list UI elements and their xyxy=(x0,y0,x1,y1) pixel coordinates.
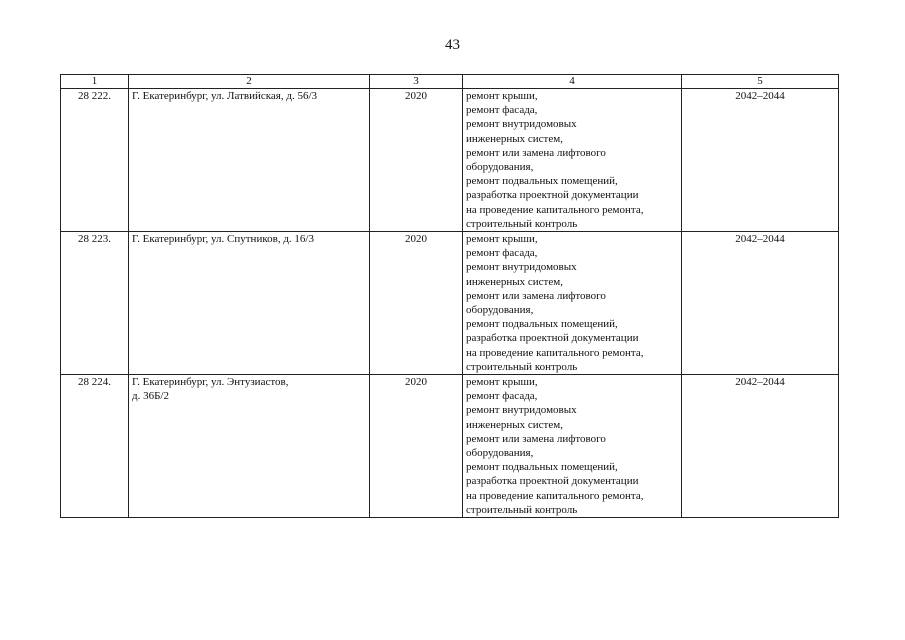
work-item: оборудования, xyxy=(466,447,534,460)
row-address xyxy=(129,232,370,375)
work-item: ремонт фасада, xyxy=(466,104,538,117)
header-col-5: 5 xyxy=(682,75,839,89)
row-number: 28 224. xyxy=(61,375,129,518)
row-year: 2020 xyxy=(370,89,463,232)
work-item: ремонт или замена лифтового xyxy=(466,289,606,302)
work-item: ремонт крыши, xyxy=(466,233,538,246)
work-item: разработка проектной документации xyxy=(466,475,639,488)
work-item: ремонт подвальных помещений, xyxy=(466,175,618,188)
row-works xyxy=(463,232,682,375)
work-item: ремонт внутридомовых xyxy=(466,404,577,417)
work-item: строительный контроль xyxy=(466,360,578,373)
work-item: строительный контроль xyxy=(466,217,578,230)
table-body xyxy=(61,89,839,518)
work-item: ремонт фасада, xyxy=(466,247,538,260)
work-item: ремонт подвальных помещений, xyxy=(466,318,618,331)
row-address xyxy=(129,375,370,518)
row-year: 2020 xyxy=(370,375,463,518)
address-line: Г. Екатеринбург, ул. Спутников, д. 16/3 xyxy=(132,233,314,246)
work-item: оборудования, xyxy=(466,161,534,174)
table-row xyxy=(61,232,839,375)
work-item: ремонт внутридомовых xyxy=(466,118,577,131)
row-period: 2042–2044 xyxy=(682,232,839,375)
work-item: ремонт фасада, xyxy=(466,390,538,403)
row-number: 28 223. xyxy=(61,232,129,375)
work-item: на проведение капитального ремонта, xyxy=(466,203,644,216)
header-col-1: 1 xyxy=(61,75,129,89)
table-row xyxy=(61,89,839,232)
work-item: инженерных систем, xyxy=(466,418,563,431)
work-item: ремонт внутридомовых xyxy=(466,261,577,274)
row-address xyxy=(129,89,370,232)
work-item: ремонт крыши, xyxy=(466,376,538,389)
header-col-2: 2 xyxy=(129,75,370,89)
row-works xyxy=(463,89,682,232)
table-row xyxy=(61,375,839,518)
page-number: 43 xyxy=(445,37,460,53)
work-item: ремонт крыши, xyxy=(466,90,538,102)
work-item: ремонт или замена лифтового xyxy=(466,146,606,159)
work-item: оборудования, xyxy=(466,304,534,317)
address-line: Г. Екатеринбург, ул. Латвийская, д. 56/3 xyxy=(132,90,318,102)
row-works xyxy=(463,375,682,518)
work-item: ремонт подвальных помещений, xyxy=(466,461,618,474)
work-item: ремонт или замена лифтового xyxy=(466,432,606,445)
work-item: строительный контроль xyxy=(466,503,578,516)
header-col-3: 3 xyxy=(370,75,463,89)
work-item: инженерных систем, xyxy=(466,275,563,288)
header-row xyxy=(61,75,839,89)
work-item: на проведение капитального ремонта, xyxy=(466,489,644,502)
row-year: 2020 xyxy=(370,232,463,375)
work-item: на проведение капитального ремонта, xyxy=(466,346,644,359)
header-col-4: 4 xyxy=(463,75,682,89)
work-item: инженерных систем, xyxy=(466,132,563,145)
work-item: разработка проектной документации xyxy=(466,332,639,345)
address-line: Г. Екатеринбург, ул. Энтузиастов, xyxy=(132,376,289,389)
work-item: разработка проектной документации xyxy=(466,189,639,202)
row-period: 2042–2044 xyxy=(682,375,839,518)
row-number: 28 222. xyxy=(61,89,129,232)
address-line: д. 36Б/2 xyxy=(132,390,169,403)
row-period: 2042–2044 xyxy=(682,89,839,232)
register-table xyxy=(60,74,839,518)
table-header xyxy=(61,75,839,89)
